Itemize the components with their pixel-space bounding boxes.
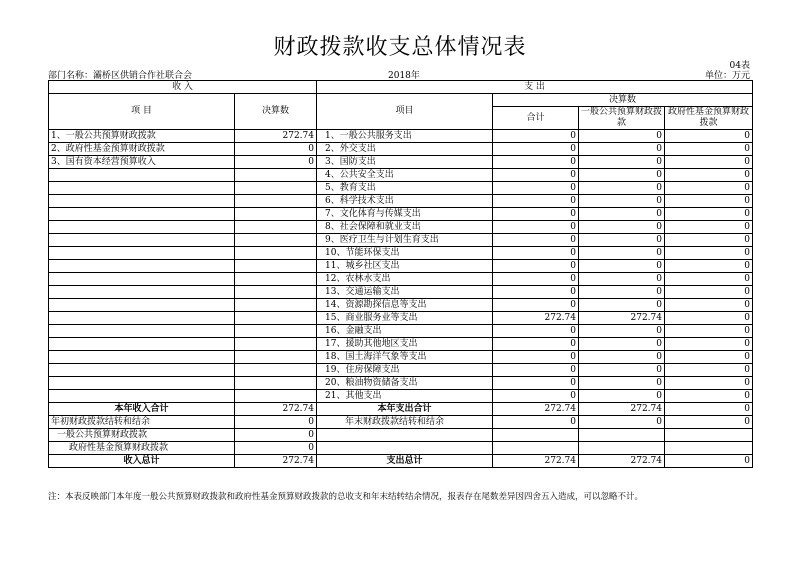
- general-budget-header: 一般公共预算财政拨款: [579, 107, 665, 130]
- empty-cell: [235, 364, 317, 377]
- expense-general-value: 0: [579, 169, 665, 182]
- footnote: 注：本表反映部门本年度一般公共预算财政拨款和政府性基金预算财政拨款的总收支和年末结转结余情况，报表存在尾数差异因四舍五入造成，可以忽略不计。: [48, 492, 644, 502]
- department-name: 部门名称：灞桥区供销合作社联合会: [48, 71, 193, 81]
- expense-fund-value: 0: [665, 260, 753, 273]
- year-income-total-value: 272.74: [235, 403, 317, 416]
- year-expense-total-label: 本年支出合计: [317, 403, 493, 416]
- expense-total-value: 0: [493, 247, 579, 260]
- carry-out-label: 年末财政拨款结转和结余: [317, 416, 493, 429]
- income-header: 收 入: [49, 81, 317, 94]
- year-total-row: [49, 403, 753, 416]
- expense-header: 支 出: [317, 81, 753, 94]
- expense-general-value: 0: [579, 325, 665, 338]
- expense-general-value: 0: [579, 351, 665, 364]
- expense-item: 4、公共安全支出: [317, 169, 493, 182]
- carry-in-fund-value: 0: [235, 442, 317, 455]
- expense-general-value: 0: [579, 286, 665, 299]
- empty-cell: [49, 299, 235, 312]
- empty-cell: [235, 299, 317, 312]
- year-expense-fund-value: 0: [665, 403, 753, 416]
- empty-cell: [235, 312, 317, 325]
- empty-cell: [49, 364, 235, 377]
- table-row: [49, 130, 753, 143]
- grand-total-row: [49, 455, 753, 468]
- expense-general-value: 0: [579, 195, 665, 208]
- expense-grand-fund: 0: [665, 455, 753, 468]
- income-item: 3、国有资本经营预算收入: [49, 156, 235, 169]
- expense-fund-value: 0: [665, 364, 753, 377]
- meta-line: [48, 68, 750, 80]
- fiscal-table: [48, 80, 753, 468]
- expense-fund-value: 0: [665, 377, 753, 390]
- expense-item: 20、粮油物资储备支出: [317, 377, 493, 390]
- expense-fund-value: 0: [665, 221, 753, 234]
- empty-cell: [49, 169, 235, 182]
- expense-total-value: 0: [493, 286, 579, 299]
- empty-cell: [49, 273, 235, 286]
- year-expense-total-value: 272.74: [493, 403, 579, 416]
- table-row: [49, 377, 753, 390]
- empty-cell: [49, 234, 235, 247]
- table-row: [49, 364, 753, 377]
- empty-cell: [317, 442, 493, 455]
- expense-total-value: 0: [493, 351, 579, 364]
- table-row: [49, 351, 753, 364]
- empty-cell: [49, 286, 235, 299]
- expense-fund-value: 0: [665, 286, 753, 299]
- expense-total-value: 272.74: [493, 312, 579, 325]
- expense-item: 17、援助其他地区支出: [317, 338, 493, 351]
- empty-cell: [235, 260, 317, 273]
- expense-fund-value: 0: [665, 208, 753, 221]
- expense-grand-total: 272.74: [493, 455, 579, 468]
- expense-total-value: 0: [493, 234, 579, 247]
- expense-fund-value: 0: [665, 234, 753, 247]
- expense-item: 2、外交支出: [317, 143, 493, 156]
- year-expense-general-value: 272.74: [579, 403, 665, 416]
- expense-item: 7、文化体育与传媒支出: [317, 208, 493, 221]
- income-value: 0: [235, 143, 317, 156]
- expense-item: 6、科学技术支出: [317, 195, 493, 208]
- expense-general-value: 0: [579, 338, 665, 351]
- expense-general-value: 0: [579, 377, 665, 390]
- expense-general-value: 272.74: [579, 312, 665, 325]
- table-row: [49, 299, 753, 312]
- form-number: 04表: [729, 61, 750, 71]
- empty-cell: [49, 377, 235, 390]
- expense-item: 21、其他支出: [317, 390, 493, 403]
- empty-cell: [317, 429, 493, 442]
- table-row: [49, 273, 753, 286]
- expense-general-value: 0: [579, 299, 665, 312]
- expense-fund-value: 0: [665, 351, 753, 364]
- expense-item: 11、城乡社区支出: [317, 260, 493, 273]
- expense-item: 15、商业服务业等支出: [317, 312, 493, 325]
- empty-cell: [235, 195, 317, 208]
- table-row: [49, 390, 753, 403]
- empty-cell: [49, 351, 235, 364]
- empty-cell: [49, 247, 235, 260]
- table-row: [49, 286, 753, 299]
- carry-in-value: 0: [235, 416, 317, 429]
- expense-fund-value: 0: [665, 325, 753, 338]
- expense-fund-value: 0: [665, 156, 753, 169]
- final-group-header: 决算数: [493, 94, 753, 107]
- expense-fund-value: 0: [665, 130, 753, 143]
- income-total-label: 收入总计: [49, 455, 235, 468]
- table-row: [49, 338, 753, 351]
- expense-general-value: 0: [579, 364, 665, 377]
- expense-item: 1、一般公共服务支出: [317, 130, 493, 143]
- table-row: [49, 182, 753, 195]
- expense-total-value: 0: [493, 143, 579, 156]
- empty-cell: [665, 429, 753, 442]
- expense-total-label: 支出总计: [317, 455, 493, 468]
- expense-total-value: 0: [493, 195, 579, 208]
- year-income-total-label: 本年收入合计: [49, 403, 235, 416]
- carry-out-fund: 0: [665, 416, 753, 429]
- carry-fund-row: [49, 442, 753, 455]
- expense-general-value: 0: [579, 234, 665, 247]
- empty-cell: [49, 325, 235, 338]
- table-row: [49, 195, 753, 208]
- expense-fund-value: 0: [665, 273, 753, 286]
- empty-cell: [235, 377, 317, 390]
- table-row: [49, 260, 753, 273]
- income-total-value: 272.74: [235, 455, 317, 468]
- expense-general-value: 0: [579, 143, 665, 156]
- table-row: [49, 234, 753, 247]
- expense-total-value: 0: [493, 377, 579, 390]
- empty-cell: [235, 325, 317, 338]
- expense-item: 3、国防支出: [317, 156, 493, 169]
- expense-total-value: 0: [493, 169, 579, 182]
- expense-general-value: 0: [579, 182, 665, 195]
- page-title: 财政拨款收支总体情况表: [273, 35, 527, 60]
- expense-general-value: 0: [579, 260, 665, 273]
- income-amount-header: 决算数: [235, 94, 317, 130]
- expense-total-value: 0: [493, 325, 579, 338]
- carry-general-row: [49, 429, 753, 442]
- income-item-header: 项 目: [49, 94, 235, 130]
- expense-total-value: 0: [493, 182, 579, 195]
- empty-cell: [493, 429, 579, 442]
- empty-cell: [235, 221, 317, 234]
- empty-cell: [49, 312, 235, 325]
- empty-cell: [235, 208, 317, 221]
- carry-in-label: 年初财政拨款结转和结余: [49, 416, 235, 429]
- table-row: [49, 247, 753, 260]
- empty-cell: [235, 390, 317, 403]
- carry-out-general: 0: [579, 416, 665, 429]
- expense-fund-value: 0: [665, 299, 753, 312]
- table-row: [49, 325, 753, 338]
- table-row: [49, 156, 753, 169]
- empty-cell: [49, 208, 235, 221]
- carry-in-general-label: 一般公共预算财政拨款: [49, 429, 235, 442]
- expense-item: 14、资源勘探信息等支出: [317, 299, 493, 312]
- expense-total-value: 0: [493, 221, 579, 234]
- empty-cell: [235, 169, 317, 182]
- table-row: [49, 312, 753, 325]
- expense-total-value: 0: [493, 260, 579, 273]
- empty-cell: [49, 195, 235, 208]
- expense-total-value: 0: [493, 130, 579, 143]
- empty-cell: [579, 442, 665, 455]
- empty-cell: [235, 286, 317, 299]
- expense-item: 13、交通运输支出: [317, 286, 493, 299]
- table-row: [49, 169, 753, 182]
- expense-general-value: 0: [579, 208, 665, 221]
- table-row: [49, 221, 753, 234]
- income-value: 272.74: [235, 130, 317, 143]
- expense-item: 16、金融支出: [317, 325, 493, 338]
- expense-total-value: 0: [493, 338, 579, 351]
- expense-fund-value: 0: [665, 338, 753, 351]
- expense-fund-value: 0: [665, 182, 753, 195]
- empty-cell: [235, 273, 317, 286]
- expense-fund-value: 0: [665, 143, 753, 156]
- expense-general-value: 0: [579, 130, 665, 143]
- expense-total-value: 0: [493, 364, 579, 377]
- expense-general-value: 0: [579, 390, 665, 403]
- carry-in-general-value: 0: [235, 429, 317, 442]
- expense-general-value: 0: [579, 247, 665, 260]
- expense-general-value: 0: [579, 273, 665, 286]
- expense-total-value: 0: [493, 208, 579, 221]
- expense-total-value: 0: [493, 273, 579, 286]
- empty-cell: [493, 442, 579, 455]
- income-value: 0: [235, 156, 317, 169]
- empty-cell: [49, 338, 235, 351]
- expense-fund-value: 0: [665, 312, 753, 325]
- carry-row: [49, 416, 753, 429]
- expense-item: 5、教育支出: [317, 182, 493, 195]
- table-row: [49, 143, 753, 156]
- unit-label: 单位：万元: [704, 71, 750, 81]
- income-item: 1、一般公共预算财政拨款: [49, 130, 235, 143]
- empty-cell: [49, 182, 235, 195]
- carry-in-fund-label: 政府性基金预算财政拨款: [49, 442, 235, 455]
- expense-general-value: 0: [579, 221, 665, 234]
- expense-fund-value: 0: [665, 247, 753, 260]
- carry-out-total: 0: [493, 416, 579, 429]
- total-header: 合计: [493, 107, 579, 130]
- empty-cell: [235, 351, 317, 364]
- expense-fund-value: 0: [665, 169, 753, 182]
- expense-total-value: 0: [493, 299, 579, 312]
- empty-cell: [235, 182, 317, 195]
- expense-grand-general: 272.74: [579, 455, 665, 468]
- expense-total-value: 0: [493, 390, 579, 403]
- expense-fund-value: 0: [665, 195, 753, 208]
- expense-item: 19、住房保障支出: [317, 364, 493, 377]
- empty-cell: [235, 234, 317, 247]
- empty-cell: [665, 442, 753, 455]
- empty-cell: [49, 260, 235, 273]
- table-row: [49, 208, 753, 221]
- expense-item: 9、医疗卫生与计划生育支出: [317, 234, 493, 247]
- expense-item-header: 项目: [317, 94, 493, 130]
- empty-cell: [49, 390, 235, 403]
- expense-general-value: 0: [579, 156, 665, 169]
- empty-cell: [579, 429, 665, 442]
- expense-fund-value: 0: [665, 390, 753, 403]
- expense-item: 18、国土海洋气象等支出: [317, 351, 493, 364]
- gov-fund-header: 政府性基金预算财政拨款: [665, 107, 753, 130]
- expense-item: 10、节能环保支出: [317, 247, 493, 260]
- empty-cell: [49, 221, 235, 234]
- empty-cell: [235, 247, 317, 260]
- empty-cell: [235, 338, 317, 351]
- income-item: 2、政府性基金预算财政拨款: [49, 143, 235, 156]
- expense-item: 8、社会保障和就业支出: [317, 221, 493, 234]
- expense-total-value: 0: [493, 156, 579, 169]
- expense-item: 12、农林水支出: [317, 273, 493, 286]
- report-year: 2018年: [388, 71, 420, 81]
